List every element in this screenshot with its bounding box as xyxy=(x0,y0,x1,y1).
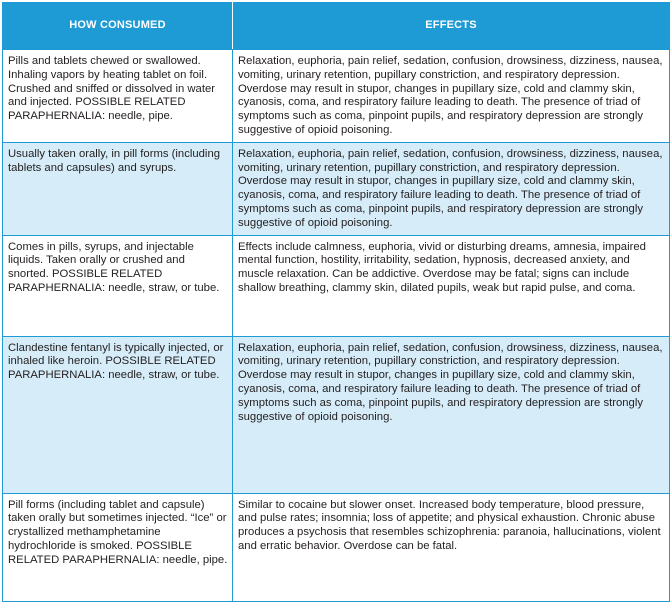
table-row xyxy=(3,493,670,601)
effects-cell: Relaxation, euphoria, pain relief, sedation, confusion, drowsiness, dizziness, nausea, vomiting, urinary retention, pupillary constriction, and respiratory depression. Overdose may result in stupor, changes in pupillary size, cold and clammy skin, cyanosis, coma, and respiratory failure leading to death. The presence of triad of symptoms such as coma, pinpoint pupils, and respiratory depression are strongly suggestive of opioid poisoning. xyxy=(233,142,670,235)
how-consumed-cell: Pill forms (including tablet and capsule) taken orally but sometimes injected. “Ice” or crystallized methamphetamine hydrochloride is smoked. POSSIBLE RELATED PARAPHERNALIA: needle, pipe. xyxy=(3,493,233,601)
how-consumed-cell: Usually taken orally, in pill forms (including tablets and capsules) and syrups. xyxy=(3,142,233,235)
table-row xyxy=(3,235,670,336)
effects-cell: Similar to cocaine but slower onset. Increased body temperature, blood pressure, and pulse rates; insomnia; loss of appetite; and physical exhaustion. Chronic abuse produces a psychosis that resembles schizophrenia: paranoia, hallucinations, violent and erratic behavior. Overdose can be fatal. xyxy=(233,493,670,601)
how-consumed-cell: Pills and tablets chewed or swallowed. Inhaling vapors by heating tablet on foil. Crushed and sniffed or dissolved in water and injected. POSSIBLE RELATED PARAPHERNALIA: needle, pipe. xyxy=(3,50,233,143)
header-effects: EFFECTS xyxy=(233,3,670,50)
effects-cell: Relaxation, euphoria, pain relief, sedation, confusion, drowsiness, dizziness, nausea, vomiting, urinary retention, pupillary constriction, and respiratory depression. Overdose may result in stupor, changes in pupillary size, cold and clammy skin, cyanosis, coma, and respiratory failure leading to death. The presence of triad of symptoms such as coma, pinpoint pupils, and respiratory depression are strongly suggestive of opioid poisoning. xyxy=(233,50,670,143)
effects-cell: Relaxation, euphoria, pain relief, sedation, confusion, drowsiness, dizziness, nausea, vomiting, urinary retention, pupillary constriction, and respiratory depression. Overdose may result in stupor, changes in pupillary size, cold and clammy skin, cyanosis, coma, and respiratory failure leading to death. The presence of triad of symptoms such as coma, pinpoint pupils, and respiratory depression are strongly suggestive of opioid poisoning. xyxy=(233,336,670,493)
header-how-consumed: HOW CONSUMED xyxy=(3,3,233,50)
table-row xyxy=(3,336,670,493)
drug-effects-table xyxy=(2,2,670,602)
table-header-row xyxy=(3,3,670,50)
how-consumed-cell: Clandestine fentanyl is typically injected, or inhaled like heroin. POSSIBLE RELATED PARAPHERNALIA: needle, straw, or tube. xyxy=(3,336,233,493)
how-consumed-cell: Comes in pills, syrups, and injectable liquids. Taken orally or crushed and snorted. POSSIBLE RELATED PARAPHERNALIA: needle, straw, or tube. xyxy=(3,235,233,336)
table-row xyxy=(3,50,670,143)
effects-cell: Effects include calmness, euphoria, vivid or disturbing dreams, amnesia, impaired mental function, hostility, irritability, sedation, hypnosis, decreased anxiety, and muscle relaxation. Can be addictive. Overdose may be fatal; signs can include shallow breathing, clammy skin, dilated pupils, weak but rapid pulse, and coma. xyxy=(233,235,670,336)
table-row xyxy=(3,142,670,235)
